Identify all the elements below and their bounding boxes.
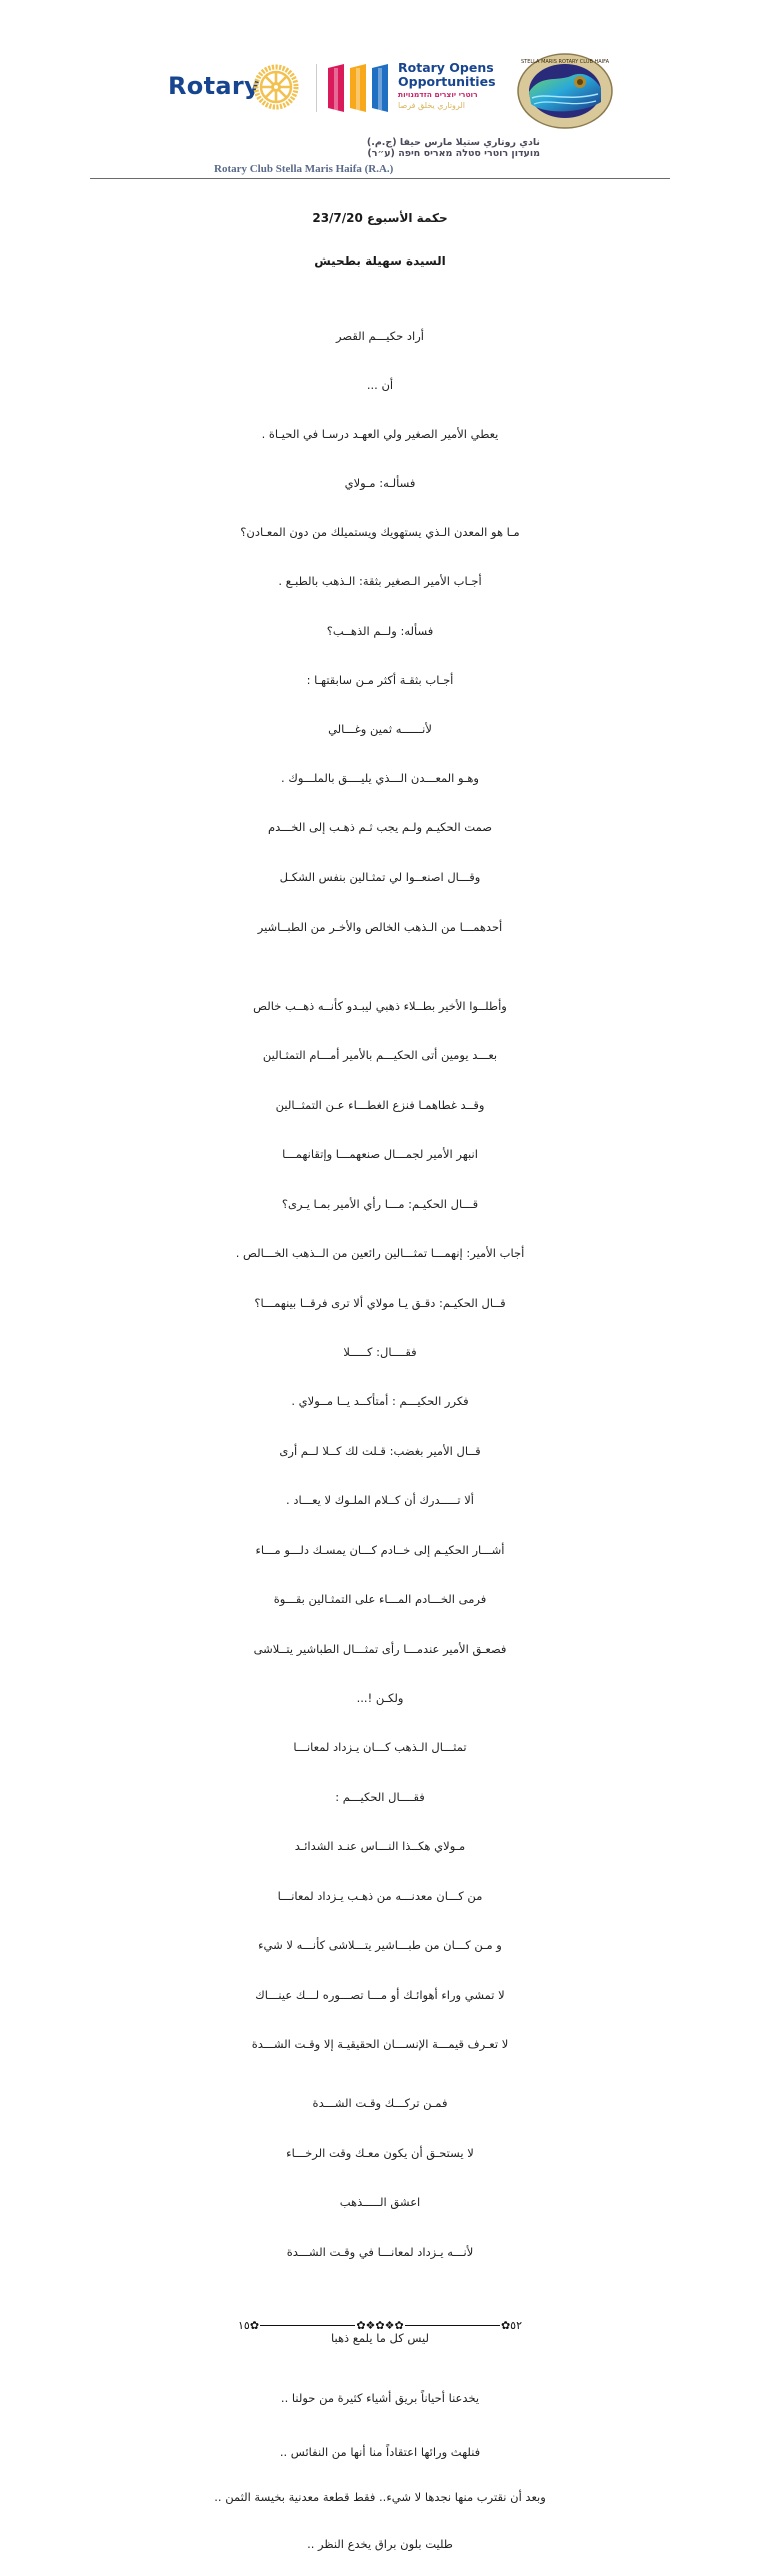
document-author: السيدة سهيلة بطحيش <box>314 254 446 268</box>
campaign-arabic: الروتاري يخلق فرصا <box>398 100 465 110</box>
text-line: بعـــد يومين أتى الحكيـــم بالأمير أمـــام التمثـالين <box>262 1048 498 1062</box>
campaign-line-2: Opportunities <box>398 73 496 89</box>
text-line: أن ... <box>366 378 394 392</box>
campaign-line-1: Rotary Opens <box>398 60 494 75</box>
letterhead <box>0 0 760 180</box>
text-line: فمـن تركـــك وقـت الشـــدة <box>312 2096 448 2110</box>
text-line: فقــــال: كـــــلا <box>343 1345 417 1359</box>
text-line: أشـــار الحكيـم إلى خــادم كـــان يمسـك دلـــو مـــاء <box>255 1543 505 1557</box>
text-line: وبعد أن نقترب منها نجدها لا شيء.. فقط قطعة معدنية بخيسة الثمن .. <box>214 2490 546 2504</box>
text-line: ولكـن !... <box>356 1691 404 1705</box>
text-line: أجاب الأمير: إنهمـــا تمثـــالين رائعين من الــذهب الخـــالص . <box>235 1246 525 1260</box>
text-line: أجـاب بثقـة أكثر مـن سابقتهـا : <box>306 673 454 687</box>
text-line: فرمى الخـــادم المـــاء على التمثـالين بقـــوة <box>273 1592 487 1606</box>
document-title: حكمة الأسبوع 23/7/20 <box>312 211 448 225</box>
text-line: لأنــــــه ثمين وغـــالي <box>328 722 432 736</box>
text-line: وقــد غطاهمـا فنزع الغطـــاء عـن التمثــالين <box>275 1098 485 1112</box>
text-line: يخدعنا أحياناً بريق أشياء كثيرة من حولنا .. <box>280 2391 480 2405</box>
club-seal-icon <box>516 52 614 130</box>
club-name-hebrew: מועדון רוטרי סטלה מאריס חיפה (ע״ר) <box>367 147 540 159</box>
text-line: فصعـق الأمير عندمـــا رأى تمثـــال الطباشير يتــلاشى <box>253 1642 507 1656</box>
text-line: وقـــال اصنعــوا لي تمثـالين بنفس الشكـل <box>279 870 481 884</box>
ornament-right-marks: ٥٢ <box>510 2318 522 2332</box>
rotary-wheel-icon <box>253 64 299 110</box>
text-line: لأنـــه يـزداد لمعانـــا في وقـت الشـــدة <box>286 2245 474 2259</box>
flower-icon: ✿ <box>249 2318 260 2332</box>
text-line: فقــــال الحكيـــم : <box>335 1790 425 1804</box>
ornament-left-marks: ١٥ <box>238 2318 250 2332</box>
text-line: فسألـه: مـولاي <box>344 476 416 490</box>
text-line: لا يستحـق أن يكون معـك وقت الرخـــاء <box>286 2146 474 2160</box>
text-line: انبهر الأمير لجمـــال صنعهمـــا وإتقانهمـــا <box>282 1147 478 1161</box>
club-names <box>210 138 540 160</box>
text-line: فنلهث ورائها اعتقاداً منا أنها من النفائس .. <box>279 2445 481 2459</box>
text-line: فسأله: ولــم الذهــب؟ <box>326 624 434 638</box>
text-line: أراد حكيـــم القصر <box>336 329 424 343</box>
text-line: مـا هو المعدن الـذي يستهويك ويستميلك من دون المعـادن؟ <box>240 525 520 539</box>
text-line: من كـــان معدنـــه من ذهـب يـزداد لمعانـــا <box>277 1889 483 1903</box>
text-line: أحدهمـــا من الـذهب الخالص والأخـر من الطبــاشير <box>257 920 503 934</box>
rotary-wordmark: Rotary <box>168 72 260 100</box>
logo-strip <box>168 52 608 132</box>
text-line: فكرر الحكيـــم : أمتأكــد يــا مــولاي . <box>291 1394 469 1408</box>
text-line: يعطي الأمير الصغير ولي العهـد درسـا في الحيـاة . <box>261 427 499 441</box>
text-line: اعشق الـــــذهب <box>339 2195 421 2209</box>
text-line: مـولاي هكــذا النـــاس عنـد الشدائـد <box>294 1839 466 1853</box>
campaign-hebrew: רוטרי יוצרים הזדמנויות <box>398 90 478 99</box>
header-divider <box>90 178 670 179</box>
svg-text:STELLA MARIS ROTARY CLUB HAIFA: STELLA MARIS ROTARY CLUB HAIFA <box>520 59 610 65</box>
open-doors-icon <box>326 62 392 114</box>
text-line: و مـن كـــان من طبـــاشير يتـــلاشى كأنـــه لا شيء <box>258 1938 502 1952</box>
rotary-opens-opportunities-logo <box>398 62 508 110</box>
text-line: أجـاب الأمير الـصغير بثقة: الـذهب بالطبـع . <box>278 574 482 588</box>
ornament-rule <box>405 2325 500 2326</box>
text-line: صمت الحكيـم ولـم يجب ثـم ذهـب إلى الخـــدم <box>268 820 492 834</box>
text-line: قــال الأمير بغضب: قـلت لك كــلا لــم أرى <box>279 1444 481 1458</box>
text-line: لا تعـرف قيمـــة الإنســـان الحقيقيـة إلا وقـت الشـــدة <box>251 2037 509 2051</box>
text-line: وهـو المعـــدن الـــذي يليــــق بالملـــوك . <box>281 771 479 785</box>
text-line: طليت بلون براق يخدع النظر .. <box>307 2537 453 2551</box>
text-line: لا تمشي وراء أهوائـك أو مـــا تصـــوره لـــك عينـــاك <box>255 1988 505 2002</box>
flower-icon: ✿ <box>500 2318 511 2332</box>
text-line: قـــال الحكيـم: مـــا رأي الأمير بمـا يـرى؟ <box>281 1197 479 1211</box>
logo-divider <box>316 64 317 112</box>
text-line: ليس كل ما يلمع ذهبا <box>330 2331 430 2345</box>
club-name-arabic: نادي روتاري ستيلا مارس حيفا (ج.م.) <box>366 137 540 148</box>
text-line: وأطلــوا الأخير بطــلاء ذهبي ليبـدو كأنــه ذهــب خالص <box>253 999 507 1013</box>
ornament-rule <box>260 2325 355 2326</box>
text-line: قــال الحكيـم: دقـق يـا مولاي ألا ترى فرقــا بينهمـــا؟ <box>254 1296 506 1310</box>
club-name-english: Rotary Club Stella Maris Haifa (R.A.) <box>214 163 394 175</box>
text-line: تمثـــال الـذهب كـــان يـزداد لمعانـــا <box>293 1740 467 1754</box>
text-line: ألا تـــــدرك أن كــلام الملـوك لا يعـــاد . <box>286 1493 474 1507</box>
flower-cluster-icon: ✿❖✿❖✿ <box>356 2318 404 2332</box>
